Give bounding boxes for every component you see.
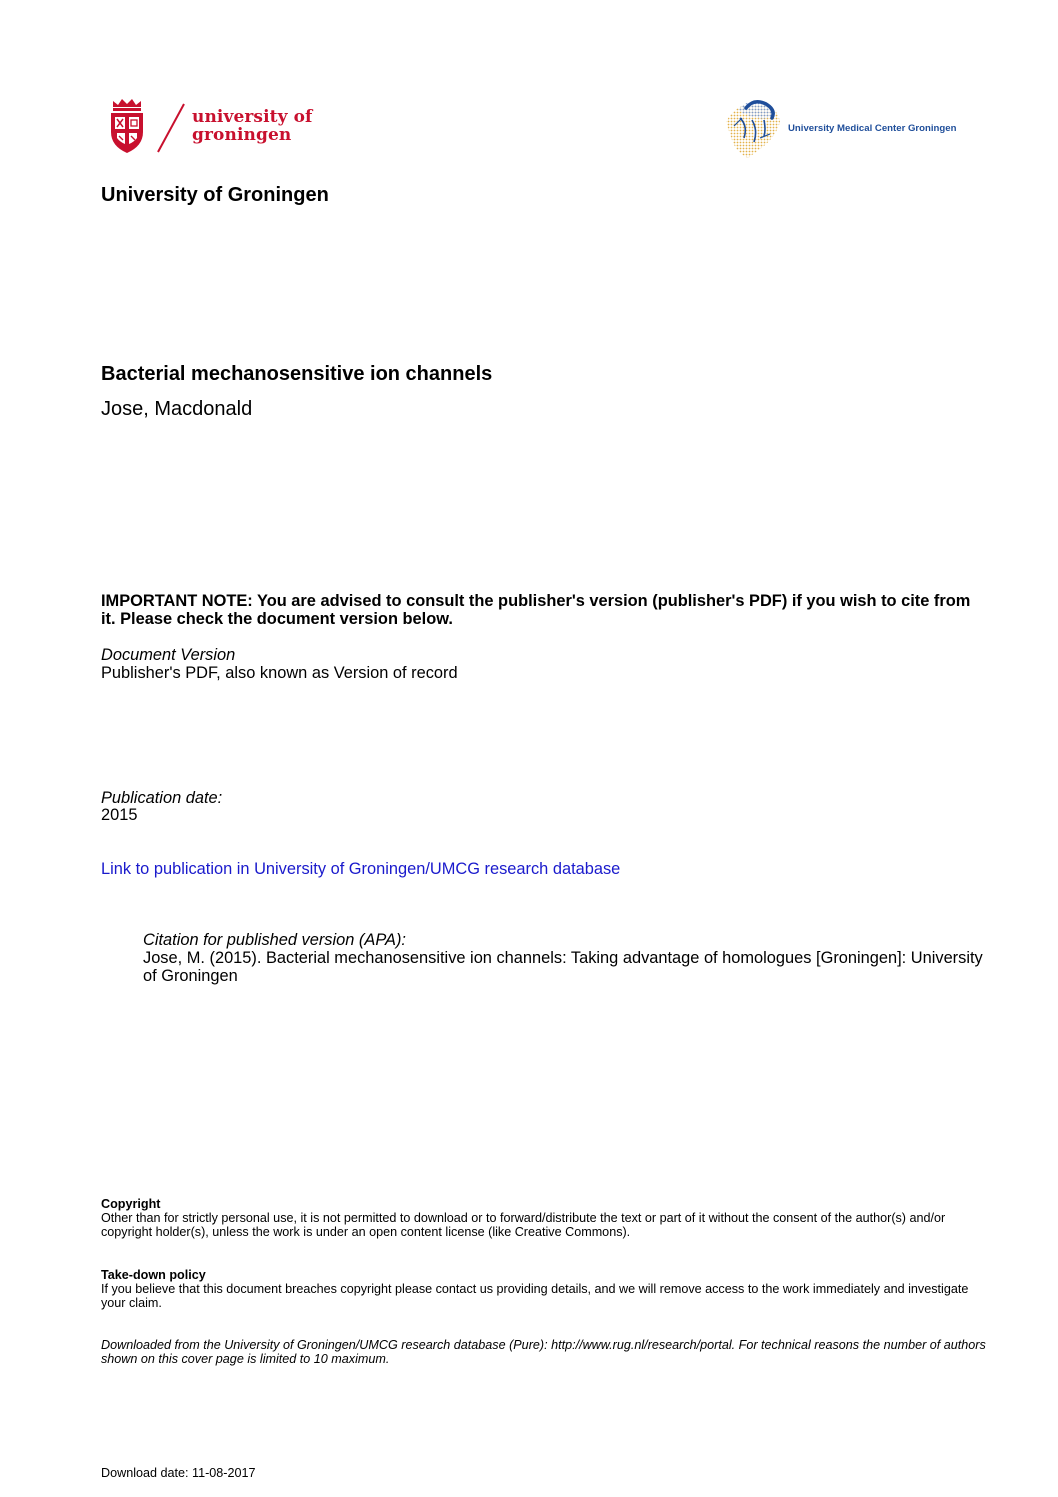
publication-date-value: 2015 xyxy=(101,806,138,824)
umcg-logo-text: University Medical Center Groningen xyxy=(788,123,957,134)
publication-link[interactable]: Link to publication in University of Groningen/UMCG research database xyxy=(101,860,621,878)
citation-text: Jose, M. (2015). Bacterial mechanosensitive ion channels: Taking advantage of homologues [Groningen]: University of Groningen xyxy=(143,949,983,985)
download-date: Download date: 11-08-2017 xyxy=(101,1466,256,1480)
umcg-logo xyxy=(724,96,957,162)
citation-label: Citation for published version (APA): xyxy=(143,931,406,949)
copyright-text: Other than for strictly personal use, it is not permitted to download or to forward/distribute the text or part of it without the consent of the author(s) and/or copyright holder(s), unless the work is under an open content license (like Creative Commons). xyxy=(101,1211,946,1239)
publication-title: Bacterial mechanosensitive ion channels xyxy=(101,363,493,385)
takedown-heading: Take-down policy xyxy=(101,1268,206,1282)
rug-logo xyxy=(108,98,313,156)
important-note: IMPORTANT NOTE: You are advised to consult the publisher's version (publisher's PDF) if you wish to cite from it. Please check the document version below. xyxy=(101,592,971,628)
rug-crest-icon xyxy=(108,98,146,154)
rug-logo-line1: university of xyxy=(192,107,313,127)
rug-divider-slash xyxy=(152,102,192,154)
publication-author: Jose, Macdonald xyxy=(101,398,253,420)
download-note: Downloaded from the University of Groningen/UMCG research database (Pure): http://www.rug.nl/research/portal. For technical reasons the number of authors shown on this cover page is limited to 10 maximum. xyxy=(101,1338,986,1366)
takedown-text: If you believe that this document breaches copyright please contact us providing details, and we will remove access to the work immediately and investigate your claim. xyxy=(101,1282,969,1310)
document-version-label: Document Version xyxy=(101,646,236,664)
copyright-heading: Copyright xyxy=(101,1197,161,1211)
publication-date-label: Publication date: xyxy=(101,789,223,807)
document-version-value: Publisher's PDF, also known as Version of record xyxy=(101,664,458,682)
umcg-mark-icon xyxy=(724,96,784,160)
rug-logo-line2: groningen xyxy=(192,125,292,145)
institution-heading: University of Groningen xyxy=(101,184,329,206)
